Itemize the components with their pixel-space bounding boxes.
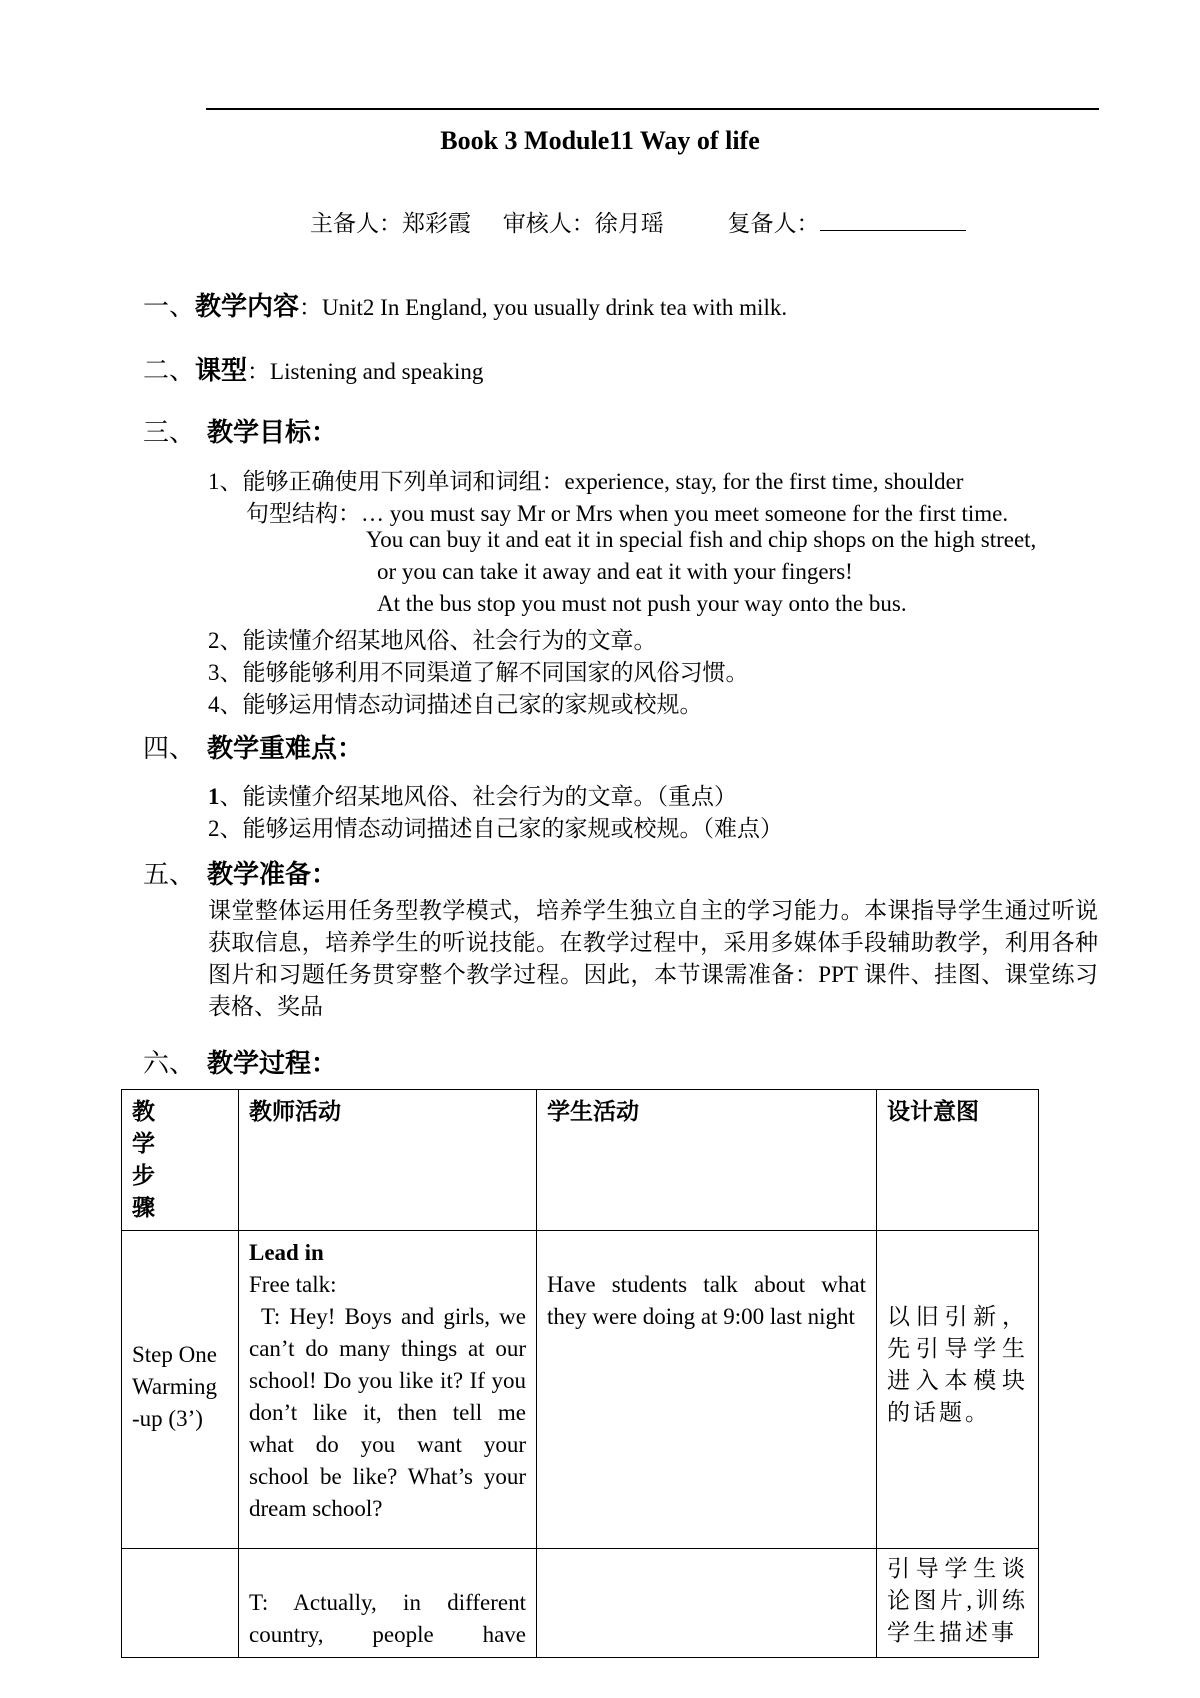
- section-process-heading: [143, 1043, 337, 1080]
- header-intent-text: 设计意图: [887, 1099, 979, 1124]
- row1-student-text: Have students talk about what they were doing at 9:00 last night: [547, 1272, 866, 1329]
- secondary-preparer-label: 复备人：: [727, 211, 820, 236]
- row2-intent: [877, 1549, 1039, 1658]
- row2-student: [537, 1549, 877, 1658]
- header-teacher: [239, 1090, 537, 1231]
- objective-2: 2、能读懂介绍某地风俗、社会行为的文章。: [208, 628, 657, 653]
- section-heading: 教学目标：: [207, 418, 338, 447]
- objective-3: 3、能够能够利用不同渠道了解不同国家的风俗习惯。: [208, 660, 749, 685]
- secondary-preparer-blank: [820, 208, 966, 231]
- row2-teacher-text: T: Actually, in different country, people have: [249, 1590, 526, 1647]
- row1-teacher-sub: Free talk:: [249, 1272, 337, 1297]
- row1-intent-text: 以旧引新，先引导学生进入本模块的话题。: [887, 1304, 1028, 1425]
- objective-1-sentence-structure: 句型结构：… you must say Mr or Mrs when you meet someone for the first time.: [246, 501, 1009, 526]
- row1-step-text: Step One Warming -up (3’): [132, 1341, 218, 1431]
- section-heading: 教学重难点：: [207, 734, 364, 763]
- main-preparer-name: 郑彩霞: [402, 211, 471, 236]
- row1-step: [122, 1231, 239, 1549]
- section-heading: 课型: [195, 356, 248, 385]
- row2-teacher: [239, 1549, 537, 1658]
- header-intent: [877, 1090, 1039, 1231]
- section-heading: 教学过程：: [207, 1049, 338, 1078]
- row1-teacher-content: [239, 1231, 536, 1531]
- section-number: 三、: [143, 418, 196, 447]
- preparation-paragraph: 课堂整体运用任务型教学模式，培养学生独立自主的学习能力。本课指导学生通过听说获取信息，培养学生的听说技能。在教学过程中，采用多媒体手段辅助教学，利用各种图片和习题任务贯穿整个教学过程。因此，本节课需准备：PPT 课件、挂图、课堂练习表格、奖品: [208, 898, 1098, 1019]
- preparers-line: [310, 205, 966, 238]
- reviewer-label: 审核人：: [502, 211, 595, 236]
- section-number: 一、: [143, 292, 196, 321]
- document-title: Book 3 Module11 Way of life: [440, 126, 760, 155]
- objective-4: 4、能够运用情态动词描述自己家的家规或校规。: [208, 692, 703, 717]
- row2-intent-text: 引导学生谈论图片,训练学生描述事: [887, 1556, 1028, 1645]
- header-student: [537, 1090, 877, 1231]
- section-text: Listening and speaking: [270, 359, 484, 384]
- row1-intent: [877, 1231, 1039, 1549]
- key-point-1: [208, 778, 737, 811]
- header-step-text: 教学步骤: [132, 1099, 155, 1220]
- header-step: [122, 1090, 239, 1231]
- section-lesson-type: [143, 350, 483, 387]
- section-colon: ：: [299, 295, 323, 320]
- table-row: [122, 1231, 1039, 1549]
- main-preparer-label: 主备人：: [310, 211, 402, 236]
- section-objectives-heading: [143, 412, 337, 449]
- objective-1-line-4: At the bus stop you must not push your way onto the bus.: [377, 591, 907, 616]
- section-colon: ：: [247, 359, 271, 384]
- table-row: [122, 1549, 1039, 1658]
- teaching-process-table: [121, 1089, 1039, 1658]
- section-number: 四、: [143, 734, 196, 763]
- section-number: 五、: [143, 860, 196, 889]
- section-number: 二、: [143, 356, 196, 385]
- objective-1: 1、能够正确使用下列单词和词组：experience, stay, for the first time, shoulder: [208, 469, 964, 494]
- row2-step: [122, 1549, 239, 1658]
- row1-teacher: [239, 1231, 537, 1549]
- section-teaching-content: [143, 286, 787, 323]
- section-heading: 教学内容: [195, 292, 300, 321]
- reviewer-name: 徐月瑶: [594, 211, 664, 236]
- objective-1-line-3: or you can take it away and eat it with your fingers!: [377, 559, 853, 584]
- key-point-2: 2、能够运用情态动词描述自己家的家规或校规。（难点）: [208, 816, 783, 841]
- objective-1-line-2: You can buy it and eat it in special fish and chip shops on the high street,: [366, 527, 1037, 552]
- row1-teacher-text: T: Hey! Boys and girls, we can’t do many things at our school! Do you like it? If you don’t like it, then tell me what do you want your school be like? What’s your dream school?: [249, 1304, 526, 1521]
- header-rule: [206, 108, 1099, 110]
- header-student-text: 学生活动: [547, 1099, 639, 1124]
- section-text: Unit2 In England, you usually drink tea with milk.: [322, 295, 788, 320]
- section-number: 六、: [143, 1049, 196, 1078]
- section-heading: 教学准备：: [207, 860, 338, 889]
- table-header-row: [122, 1090, 1039, 1231]
- key-point-1-number: 1: [208, 784, 220, 809]
- section-key-points-heading: [143, 728, 363, 765]
- row1-student: [537, 1231, 877, 1549]
- section-preparation-heading: [143, 854, 337, 891]
- key-point-1-text: 、能读懂介绍某地风俗、社会行为的文章。（重点）: [219, 784, 737, 809]
- row1-teacher-title: Lead in: [249, 1240, 324, 1265]
- header-teacher-text: 教师活动: [249, 1099, 341, 1124]
